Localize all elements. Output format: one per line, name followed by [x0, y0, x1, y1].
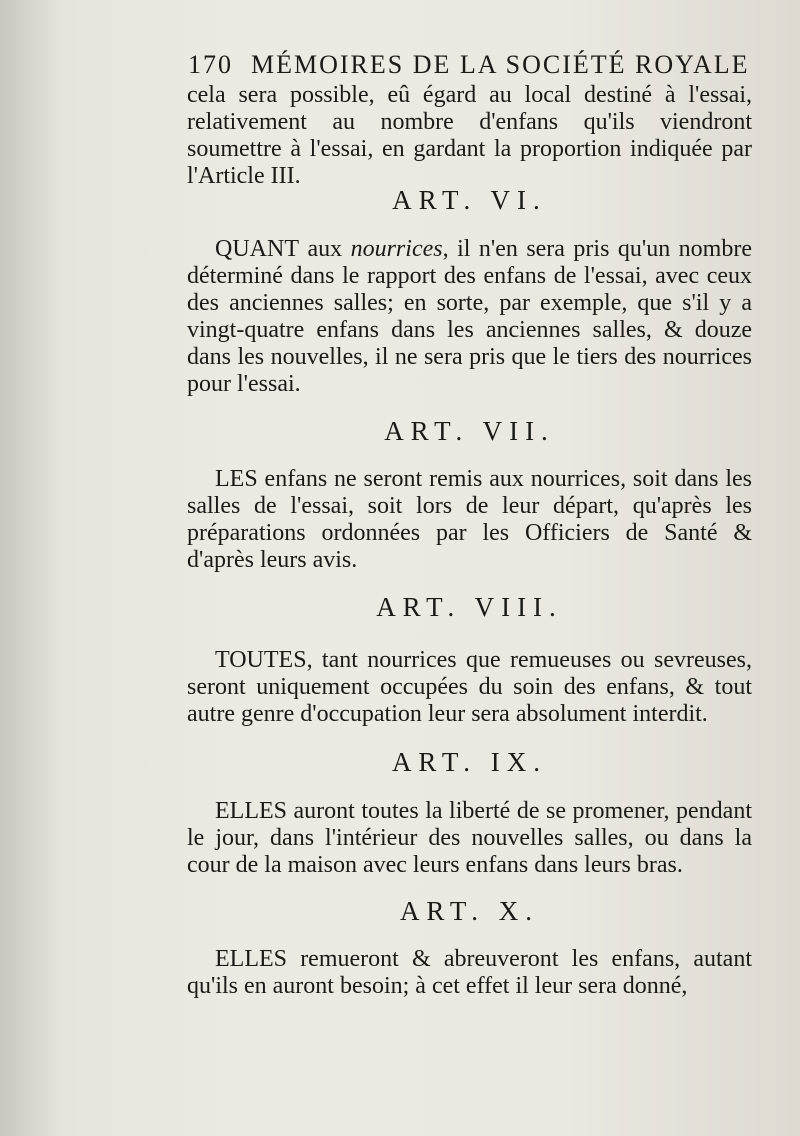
- continuation-paragraph: [187, 82, 752, 190]
- article-lead-word: ELLES: [215, 946, 287, 972]
- article-text: remueront & abreuveront les enfans, autant qu'ils en auront besoin; à cet effet il leur sera donné,: [187, 946, 752, 999]
- page-number: 170: [188, 50, 233, 79]
- article-paragraph-x: [187, 946, 752, 1000]
- article-heading-vii: ART. VII.: [384, 416, 555, 446]
- article-lead-word: QUANT: [215, 236, 299, 262]
- article-lead-word: TOUTES: [215, 647, 307, 673]
- article-italic-word: nourrices: [350, 236, 443, 262]
- page-header: [188, 50, 748, 80]
- article-paragraph-vi: [187, 236, 752, 398]
- article-text: , il n'en sera pris qu'un nombre déterminé dans le rapport des enfans de l'essai, avec ceux des anciennes salles; en sorte, par exemple, que s'il y a vingt-quatre enfans dans les anciennes salles, & douze dans les nouvelles, il ne sera pris que le tiers des nourrices pour l'essai.: [187, 236, 752, 397]
- article-paragraph-viii: [187, 647, 752, 728]
- article-heading-vi: ART. VI.: [392, 185, 547, 215]
- article-text: auront toutes la liberté de se promener, pendant le jour, dans l'intérieur des nouvelles salles, ou dans la cour de la maison avec leurs enfans dans leurs bras.: [187, 798, 752, 878]
- article-text: aux: [299, 236, 351, 262]
- article-paragraph-ix: [187, 798, 752, 879]
- article-text: enfans ne seront remis aux nourrices, soit dans les salles de l'essai, soit lors de leur départ, qu'après les préparations ordonnées par les Officiers de Santé & d'après leurs avis.: [187, 466, 752, 573]
- article-heading-ix: ART. IX.: [391, 747, 548, 777]
- article-lead-word: LES: [215, 466, 258, 492]
- article-heading-x: ART. X.: [399, 896, 540, 926]
- article-lead-word: ELLES: [215, 798, 287, 824]
- article-text: , tant nourrices que remueuses ou sevreuses, seront uniquement occupées du soin des enfans, & tout autre genre d'occupation leur sera absolument interdit.: [187, 647, 752, 727]
- article-heading-viii: ART. VIII.: [376, 592, 563, 622]
- continuation-text: cela sera possible, eû égard au local destiné à l'essai, relativement au nombre d'enfans qu'ils viendront soumettre à l'essai, en gardant la proportion indiquée par l'Article III.: [187, 82, 752, 189]
- article-paragraph-vii: [187, 466, 752, 574]
- running-title: MÉMOIRES DE LA SOCIÉTÉ ROYALE: [251, 50, 750, 79]
